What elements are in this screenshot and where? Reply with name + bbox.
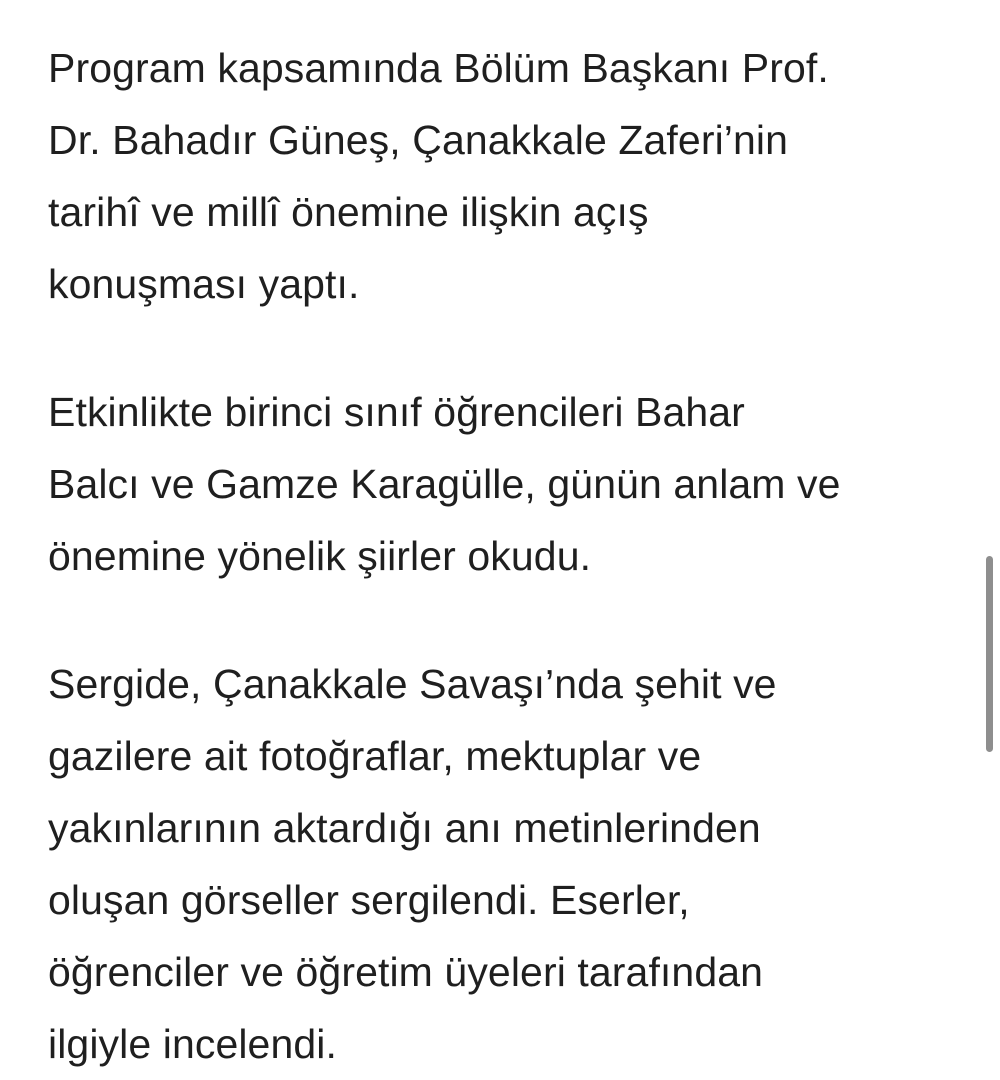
scrollbar-thumb[interactable] [986, 556, 993, 752]
text-line: ilgiyle incelendi. [48, 1021, 337, 1067]
text-line: oluşan görseller sergilendi. Eserler, [48, 877, 690, 923]
article-body [48, 32, 948, 1080]
paragraph-exhibition [48, 648, 948, 1080]
paragraph-opening-speech [48, 32, 948, 320]
text-line: konuşması yaptı. [48, 261, 360, 307]
paragraph-poems [48, 376, 948, 592]
text-line: Balcı ve Gamze Karagülle, günün anlam ve [48, 461, 841, 507]
text-line: Program kapsamında Bölüm Başkanı Prof. [48, 45, 829, 91]
text-line: Etkinlikte birinci sınıf öğrencileri Bahar [48, 389, 745, 435]
text-line: öğrenciler ve öğretim üyeleri tarafından [48, 949, 764, 995]
text-line: gazilere ait fotoğraflar, mektuplar ve [48, 733, 702, 779]
text-line: Sergide, Çanakkale Savaşı’nda şehit ve [48, 661, 777, 707]
text-line: önemine yönelik şiirler okudu. [48, 533, 592, 579]
text-line: tarihî ve millî önemine ilişkin açış [48, 189, 649, 235]
text-line: Dr. Bahadır Güneş, Çanakkale Zaferi’nin [48, 117, 788, 163]
text-line: yakınlarının aktardığı anı metinlerinden [48, 805, 761, 851]
